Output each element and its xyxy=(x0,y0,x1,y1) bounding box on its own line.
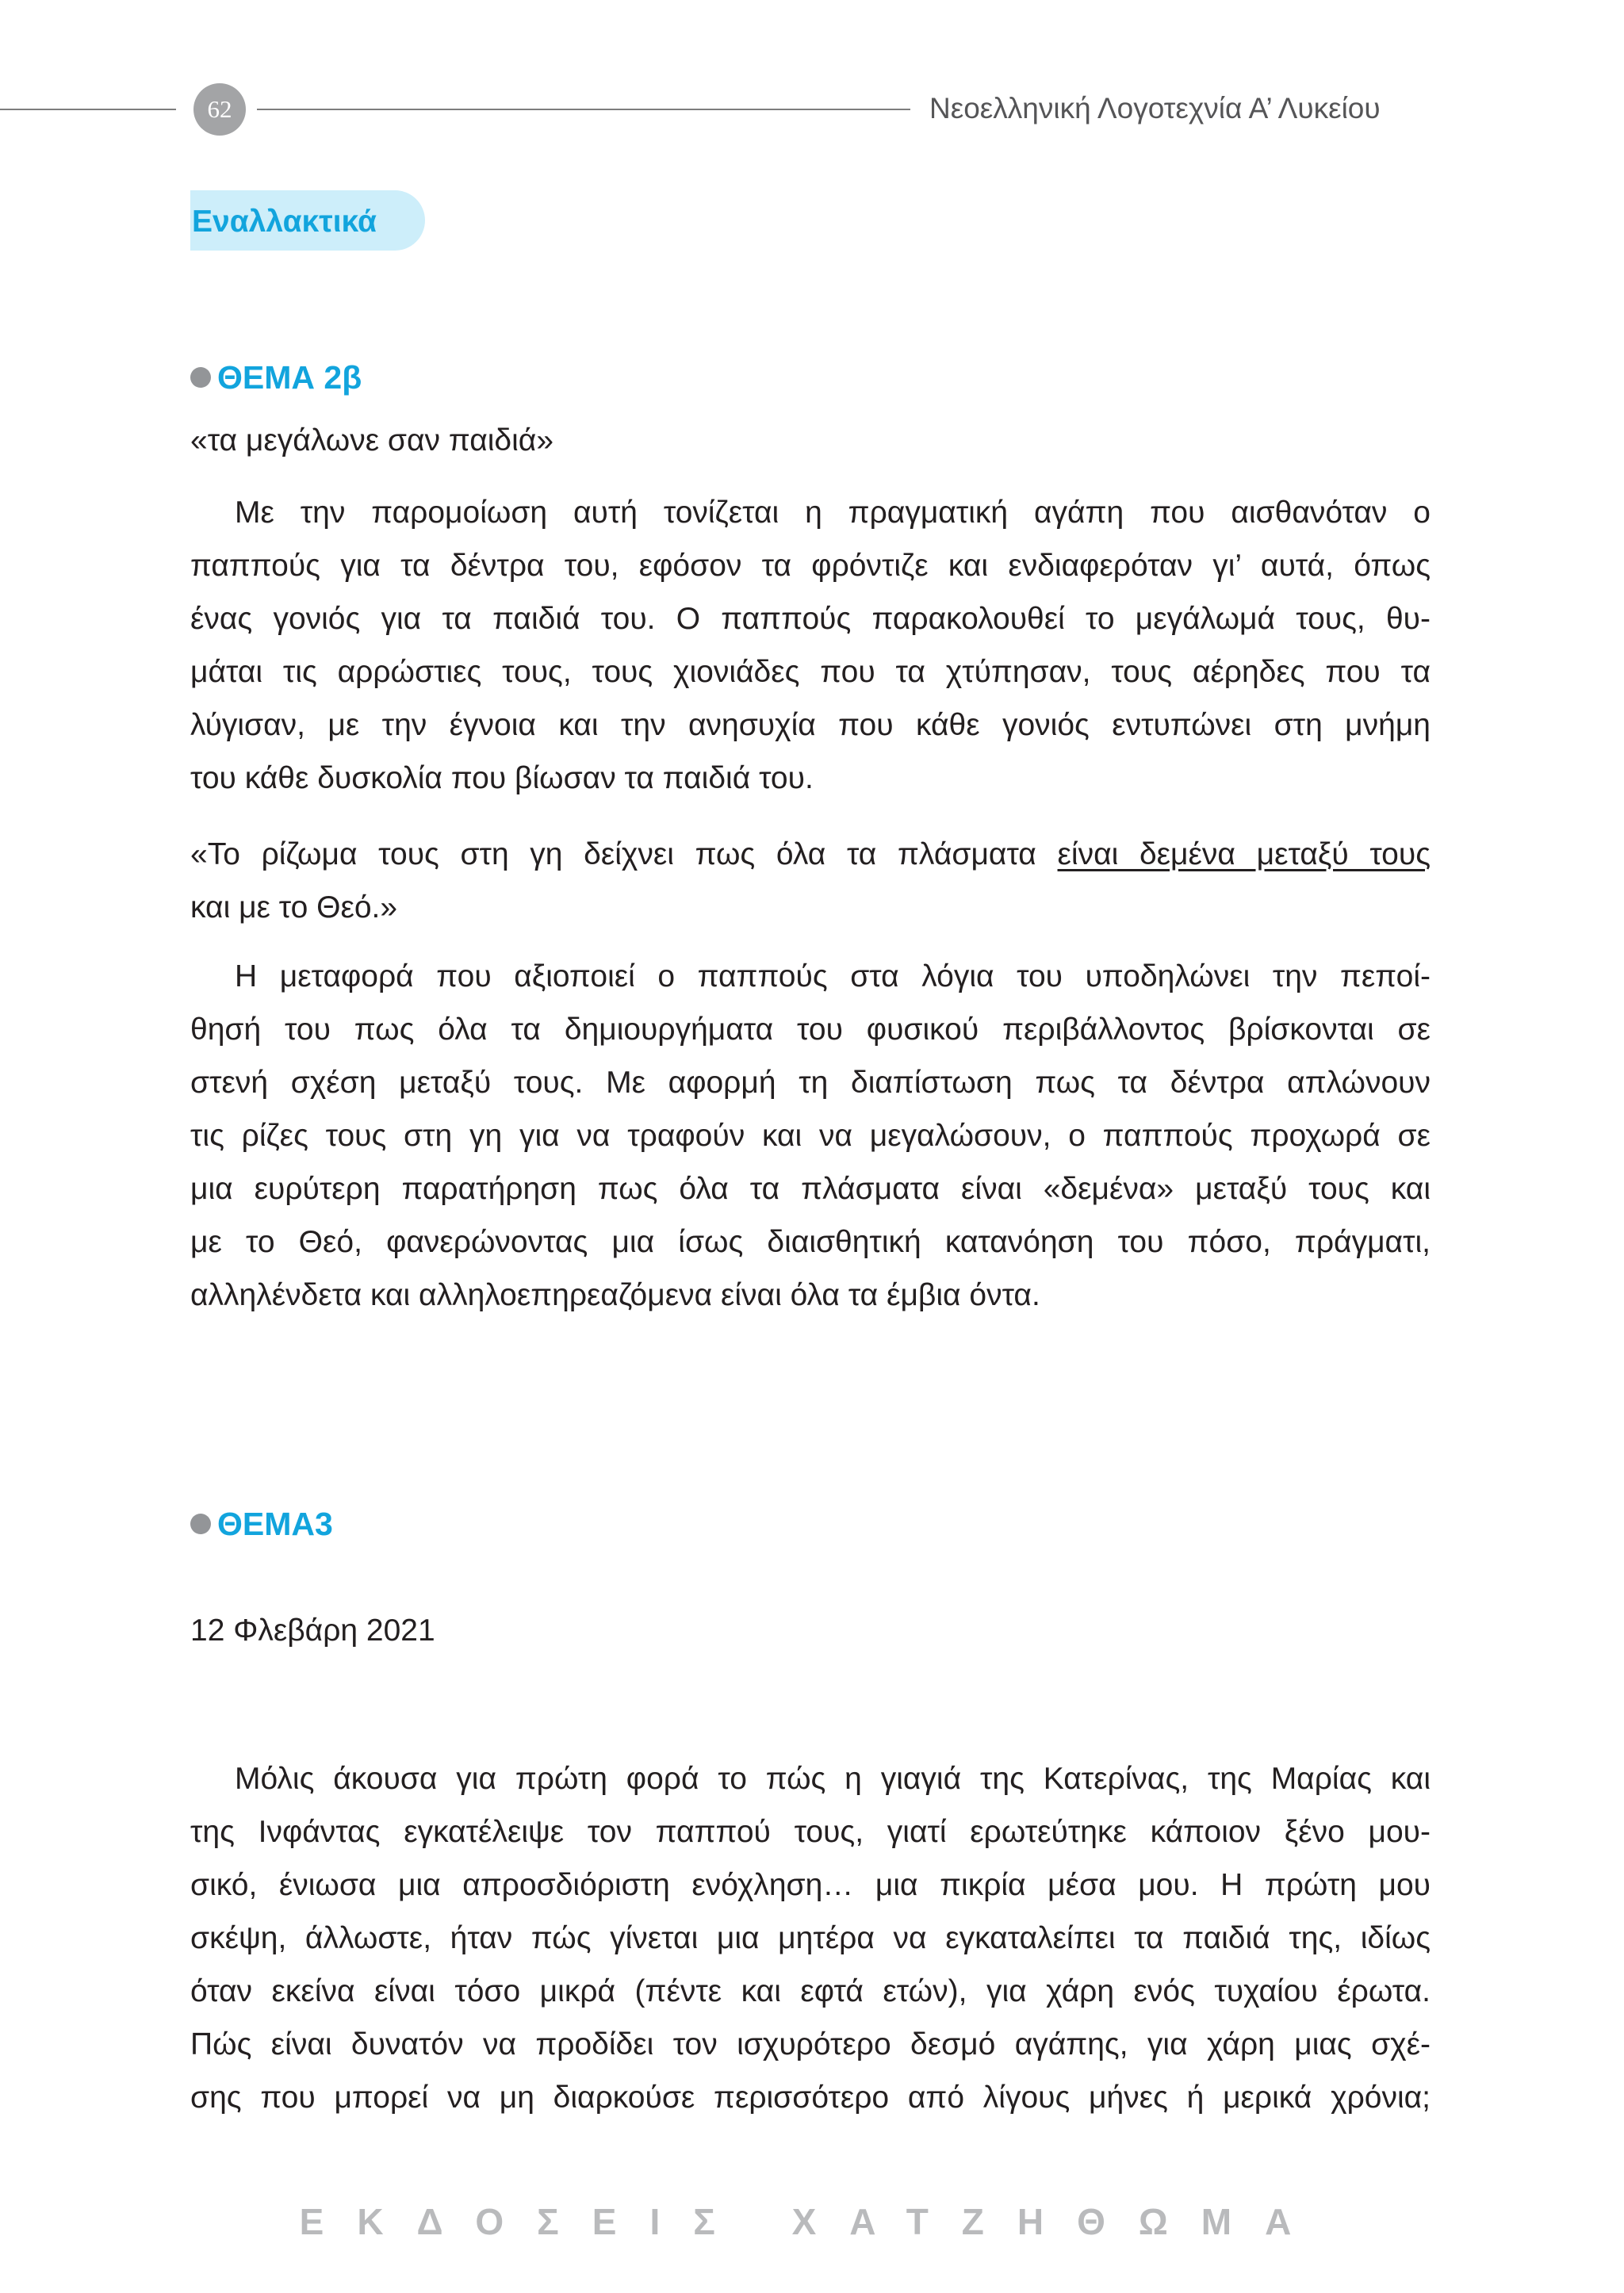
paragraph-3-line: της Ινφάντας εγκατέλειψε τον παππού τους, γιατί ερωτεύτηκε κάποιον ξένο μου- xyxy=(190,1815,1431,1849)
paragraph-1-line: παππούς για τα δέντρα του, εφόσον τα φρόντιζε και ενδιαφερόταν γι’ αυτά, όπως xyxy=(190,549,1431,583)
paragraph-3-line: σικό, ένιωσα μια απροσδιόριστη ενόχληση… μια πικρία μέσα μου. Η πρώτη μου xyxy=(190,1868,1431,1902)
header-rule-left xyxy=(0,109,176,110)
paragraph-1 xyxy=(190,486,1431,805)
alternative-label: Εναλλακτικά xyxy=(192,205,377,239)
paragraph-2-line: αλληλένδετα και αλληλοεπηρεαζόμενα είναι όλα τα έμβια όντα. xyxy=(190,1278,1040,1312)
paragraph-2-line: τις ρίζες τους στη γη για να τραφούν και να μεγαλώσουν, ο παππούς προχωρά σε xyxy=(190,1119,1431,1153)
paragraph-3-line: όταν εκείνα είναι τόσο μικρά (πέντε και εφτά ετών), για χάρη ενός τυχαίου έρωτα. xyxy=(190,1974,1431,2008)
quote-2-end: και με το Θεό.» xyxy=(190,890,398,924)
paragraph-2-line: μια ευρύτερη παρατήρηση πως όλα τα πλάσματα είναι «δεμένα» μεταξύ τους και xyxy=(190,1172,1431,1206)
bullet-icon xyxy=(190,1514,211,1534)
quote-2-line xyxy=(190,828,1431,881)
header-rule-right xyxy=(257,109,910,110)
quote-2 xyxy=(190,828,1431,934)
topic-2b-heading-text: ΘΕΜΑ 2β xyxy=(217,359,362,396)
paragraph-1-line: ένας γονιός για τα παιδιά του. Ο παππούς παρακολουθεί το μεγάλωμά τους, θυ- xyxy=(190,602,1431,636)
paragraph-2-line: θησή του πως όλα τα δημιουργήματα του φυσικού περιβάλλοντος βρίσκονται σε xyxy=(190,1013,1431,1047)
publisher-footer: ΕΚΔΟΣΕΙΣ ΧΑΤΖΗΘΩΜΑ xyxy=(299,2201,1325,2242)
quote-1: «τα μεγάλωνε σαν παιδιά» xyxy=(190,423,554,457)
quote-2-start: «Το ρίζωμα τους στη γη δείχνει πως όλα τα πλάσματα xyxy=(190,837,1058,871)
paragraph-1-line: Με την παρομοίωση αυτή τονίζεται η πραγματική αγάπη που αισθανόταν ο xyxy=(235,496,1431,530)
paragraph-1-line: λύγισαν, με την έγνοια και την ανησυχία που κάθε γονιός εντυπώνει στη μνήμη xyxy=(190,708,1431,742)
paragraph-2-line: Η μεταφορά που αξιοποιεί ο παππούς στα λόγια του υποδηλώνει την πεποί- xyxy=(235,959,1431,993)
paragraph-3-line: σης που μπορεί να μη διαρκούσε περισσότερο από λίγους μήνες ή μερικά χρόνια; xyxy=(190,2081,1431,2115)
running-header-title: Νεοελληνική Λογοτεχνία Α’ Λυκείου xyxy=(929,92,1381,124)
paragraph-1-line: του κάθε δυσκολία που βίωσαν τα παιδιά του. xyxy=(190,761,814,795)
paragraph-1-line: μάται τις αρρώστιες τους, τους χιονιάδες που τα χτύπησαν, τους αέρηδες που τα xyxy=(190,655,1431,689)
paragraph-2 xyxy=(190,950,1431,1322)
quote-2-underlined-phrase: είναι δεμένα μεταξύ τους xyxy=(1057,837,1431,871)
topic-2b-heading xyxy=(190,358,362,397)
paragraph-3-line: Μόλις άκουσα για πρώτη φορά το πώς η γιαγιά της Κατερίνας, της Μαρίας και xyxy=(235,1762,1431,1796)
bullet-icon xyxy=(190,367,211,388)
paragraph-3-line: σκέψη, άλλωστε, ήταν πώς γίνεται μια μητέρα να εγκαταλείπει τα παιδιά της, ιδίως xyxy=(190,1921,1431,1955)
paragraph-3 xyxy=(190,1752,1431,2124)
topic-3-heading xyxy=(190,1504,333,1544)
topic-3-heading-text: ΘΕΜΑ3 xyxy=(217,1506,333,1542)
page-number-badge: 62 xyxy=(193,83,246,136)
paragraph-2-line: με το Θεό, φανερώνοντας μια ίσως διαισθητική κατανόηση του πόσο, πράγματι, xyxy=(190,1225,1431,1259)
paragraph-3-line: Πώς είναι δυνατόν να προδίδει τον ισχυρότερο δεσμό αγάπης, για χάρη μιας σχέ- xyxy=(190,2027,1431,2061)
paragraph-2-line: στενή σχέση μεταξύ τους. Με αφορμή τη διαπίστωση πως τα δέντρα απλώνουν xyxy=(190,1066,1431,1100)
diary-date: 12 Φλεβάρη 2021 xyxy=(190,1614,435,1648)
